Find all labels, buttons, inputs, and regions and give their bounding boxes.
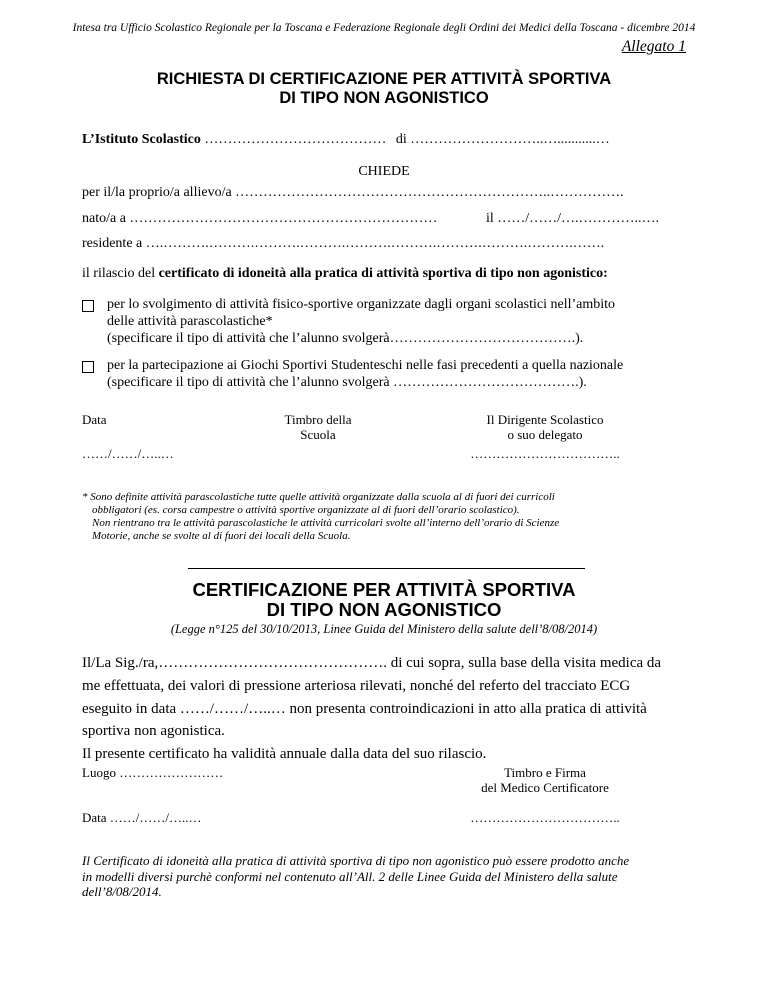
section-divider (188, 568, 585, 569)
request-title-line2: DI TIPO NON AGONISTICO (279, 89, 489, 107)
certificate-final-note (82, 853, 696, 900)
stamp-line: Timbro della (284, 412, 352, 427)
school-field[interactable]: ………………………………… (204, 132, 387, 147)
certificate-body (82, 652, 688, 766)
law-reference: (Legge n°125 del 30/10/2013, Linee Guida del Ministero della salute dell’8/08/2014) (170, 622, 598, 636)
certificate-body-line: sportiva non agonistica. (82, 723, 225, 740)
option-parascholastic-checkbox[interactable] (82, 300, 94, 312)
certificate-title-line1: CERTIFICAZIONE PER ATTIVITÀ SPORTIVA (192, 579, 576, 600)
doctor-line: del Medico Certificatore (481, 780, 609, 795)
certificate-body-line: eseguito in data ……/……/…..… non presenta controindicazioni in atto alla pratica di attività (82, 700, 647, 717)
place-field[interactable]: Luogo …………………… (82, 765, 224, 780)
stamp-line: Scuola (300, 427, 336, 442)
option-games-text (107, 357, 697, 391)
option-line: delle attività parascolastiche* (107, 314, 273, 329)
certificate-date-field[interactable]: Data ……/……/…..… (82, 810, 202, 825)
option-line: per lo svolgimento di attività fisico-sportive organizzate dagli organi scolastici nell’ambito (107, 297, 616, 312)
final-note-line: dell’8/08/2014. (82, 884, 162, 899)
footnote-line: obbligatori (es. corsa campestre o attività sportive organizzate al di fuori dell’orario scolastico). (92, 504, 520, 516)
student-field[interactable]: per il/la proprio/a allievo/a …………………………………………………………..……………. (82, 185, 624, 200)
doctor-line: Timbro e Firma (504, 765, 586, 780)
footnote-line: * Sono definite attività parascolastiche tutte quelle attività organizzate dalla scuola al di fuori dei curricoli (82, 491, 555, 503)
agreement-header: Intesa tra Ufficio Scolastico Regionale per la Toscana e Federazione Regionale degli Ordini dei Medici della Toscana - dicembre 2014 (72, 22, 696, 34)
school-line (82, 132, 610, 148)
city-field[interactable]: ………………………..…...........… (410, 132, 610, 147)
residence-field[interactable]: residente a ….……….……….……….……….……….……….……….……….……….……. (82, 236, 605, 251)
certificate-validity: Il presente certificato ha validità annuale dalla data del suo rilascio. (82, 746, 487, 763)
certificate-body-line: Il/La Sig./ra,………………………………………. di cui sopra, sulla base della visita medica da (82, 655, 662, 671)
doctor-signature-label (445, 765, 645, 795)
option-line: (specificare il tipo di attività che l’alunno svolgerà………………………………….). (107, 331, 584, 346)
final-note-line: in modelli diversi purchè conformi nel contenuto all’All. 2 delle Linee Guida del Ministero della salute (82, 868, 618, 884)
annex-label: Allegato 1 (621, 38, 686, 55)
principal-line: Il Dirigente Scolastico (486, 412, 604, 427)
date-field[interactable]: ……/……/…..… (82, 446, 174, 461)
rilascio-line (82, 266, 608, 282)
request-title-line1: RICHIESTA DI CERTIFICAZIONE PER ATTIVITÀ SPORTIVA (156, 70, 612, 88)
option-line: (specificare il tipo di attività che l’alunno svolgerà ………………………………….). (107, 375, 587, 390)
certificate-title-line2: DI TIPO NON AGONISTICO (266, 599, 502, 620)
final-note-line: Il Certificato di idoneità alla pratica di attività sportiva di tipo non agonistico può essere prodotto anche (82, 853, 630, 868)
birthdate-field[interactable]: il ……/……/….…………..…. (486, 211, 660, 226)
date-label: Data (82, 412, 107, 427)
principal-signature-field[interactable]: …………………………….. (470, 446, 620, 461)
option-parascholastic-text (107, 296, 697, 347)
di-label: di (395, 132, 407, 147)
school-stamp-label (268, 412, 368, 442)
footnote-line: Motorie, anche se svolte al di fuori dei locali della Scuola. (92, 530, 351, 542)
chiede-label: CHIEDE (358, 164, 410, 179)
certificate-title (0, 580, 768, 620)
certificate-body-line: me effettuata, dei valori di pressione arteriosa rilevati, nonché del referto del tracciato ECG (82, 677, 631, 694)
rilascio-certificate: certificato di idoneità alla pratica di attività sportiva di tipo non agonistico: (158, 266, 608, 281)
parascholastic-footnote (82, 491, 696, 543)
request-title (0, 70, 768, 108)
rilascio-prefix: il rilascio del (82, 266, 156, 281)
option-games-checkbox[interactable] (82, 361, 94, 373)
footnote-line: Non rientrano tra le attività parascolastiche le attività curricolari svolte all’interno dell’orario di Scienze (92, 517, 560, 529)
school-label: L’Istituto Scolastico (82, 132, 201, 147)
option-line: per la partecipazione ai Giochi Sportivi Studenteschi nelle fasi precedenti a quella nazionale (107, 358, 624, 373)
principal-line: o suo delegato (507, 427, 583, 442)
birthplace-field[interactable]: nato/a a ………………………………………………………… (82, 211, 438, 226)
doctor-signature-field[interactable]: …………………………….. (470, 810, 620, 825)
principal-signature-block (455, 412, 635, 461)
